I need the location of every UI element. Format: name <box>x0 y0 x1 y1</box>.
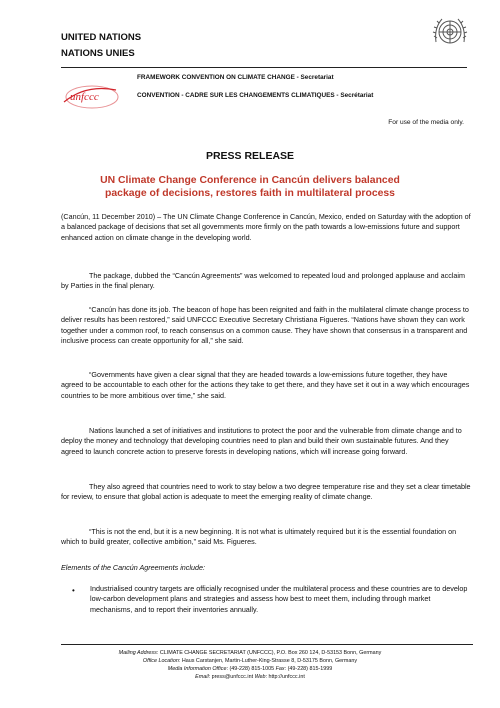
fax-label: Fax <box>275 666 285 672</box>
paragraph-3: “Cancún has done its job. The beacon of hope has been reignited and faith in the multilateral climate change process to deliver results has been restored,” said UNFCCC Executive Secretary Christiana Figueres. “Nations have shown they can work together under a common roof, to reach consensus on a common cause. They have shown that consensus in a transparent and inclusive process can create opportunity for all,” she said. <box>61 305 469 345</box>
paragraph-5: Nations launched a set of initiatives and institutions to protect the poor and the vulnerable from climate change and to deploy the money and technology that developing countries need to plan and build their own sustainable futures. And they agreed to launch concrete action to preserve forests in developing nations, which will increase going forward. <box>61 426 462 456</box>
bullet-marker: • <box>72 586 75 595</box>
org-name-en: UNITED NATIONS <box>61 32 142 43</box>
fccc-title-fr: CONVENTION - CADRE SUR LES CHANGEMENTS CLIMATIQUES - Secrétariat <box>137 92 374 99</box>
paragraph-7: “This is not the end, but it is a new beginning. It is not what is ultimately required but it is the essential foundation on which to build greater, collective ambition,” said Ms. Figueres. <box>61 527 457 547</box>
email-label: Email <box>195 674 209 680</box>
media-phone: : (49-228) 815-1005 <box>226 666 276 672</box>
fax-number: : (49-228) 815-1999 <box>284 666 333 672</box>
footer-media <box>0 666 500 674</box>
mailing-label: Mailing Address <box>118 650 157 656</box>
un-org-name <box>61 30 141 62</box>
footer-divider <box>61 644 473 645</box>
fccc-title-en: FRAMEWORK CONVENTION ON CLIMATE CHANGE - Secretariat <box>137 74 334 81</box>
bullet-item-1: Industrialised country targets are officially recognised under the multilateral process and these countries are to develop low-carbon development plans and strategies and assess how best to meet them, including through market mechanisms, and to report their inventories annually. <box>90 584 468 614</box>
header-divider <box>61 67 467 68</box>
email-address[interactable]: : press@unfccc.int <box>208 674 255 680</box>
media-label: Media Information Office <box>167 666 227 672</box>
office-label: Office Location <box>142 658 179 664</box>
paragraph-2: The package, dubbed the “Cancún Agreements” was welcomed to repeated loud and prolonged applause and acclaim by Parties in the final plenary. <box>61 271 465 291</box>
logo-text: unfccc <box>70 91 99 103</box>
org-name-fr: NATIONS UNIES <box>61 48 135 59</box>
web-label: Web <box>254 674 266 680</box>
paragraph-4: “Governments have given a clear signal that they are headed towards a low-emissions future together, they have agreed to be accountable to each other for the actions they take to get there, and they have set it out in a way which encourages countries to be more ambitious over time,” she said. <box>61 370 470 400</box>
mailing-address: : CLIMATE CHANGE SECRETARIAT (UNFCCC), P.O. Box 260 124, D-53153 Bonn, Germany <box>156 650 382 656</box>
press-release-label: PRESS RELEASE <box>205 150 295 162</box>
footer-office <box>0 658 500 666</box>
web-link[interactable]: : http://unfccc.int <box>265 674 305 680</box>
footer-mailing <box>0 650 500 658</box>
headline: UN Climate Change Conference in Cancún delivers balanced package of decisions, restores faith in multilateral process <box>100 175 400 199</box>
footer-contact <box>0 674 500 682</box>
un-emblem-icon <box>430 14 470 54</box>
media-note: For use of the media only. <box>388 119 464 126</box>
paragraph-1: (Cancún, 11 December 2010) – The UN Climate Change Conference in Cancún, Mexico, ended on Saturday with the adoption of a balanced package of decisions that set all governments more firmly on the path towards a low-emissions future and support enhanced action on climate change in the developing world. <box>61 212 471 242</box>
paragraph-6: They also agreed that countries need to work to stay below a two degree temperature rise and they set a clear timetable for review, to ensure that global action is adequate to meet the emerging reality of climate change. <box>61 482 471 502</box>
unfccc-logo <box>56 80 124 112</box>
elements-heading: Elements of the Cancún Agreements include: <box>61 563 205 572</box>
office-address: : Haus Carstanjen, Martin-Luther-King-Strasse 8, D-53175 Bonn, Germany <box>178 658 358 664</box>
